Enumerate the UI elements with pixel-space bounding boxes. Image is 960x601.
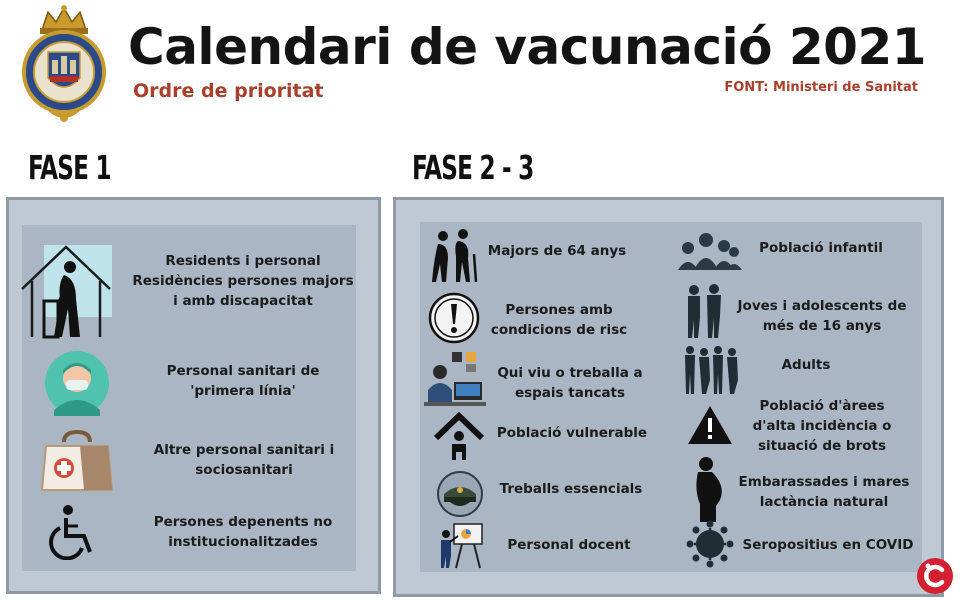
phase1-item-1-text: Residents i personal Residències persones majors i amb discapacitat	[132, 253, 354, 309]
pregnant-woman-icon	[686, 456, 730, 522]
vulnerable-person-icon	[432, 412, 486, 462]
phase23-left-2-text: Persones amb condicions de risc	[490, 302, 628, 338]
elderly-couple-icon	[426, 228, 482, 284]
warning-triangle-icon	[686, 404, 734, 446]
phase23-right-6-text: Seropositius en COVID	[742, 537, 914, 553]
health-worker-icon	[44, 350, 110, 416]
officer-cap-icon	[436, 470, 484, 518]
phase23-left-5-text: Treballs essencials	[499, 481, 643, 497]
adults-icon	[682, 344, 740, 394]
brand-logo-icon	[916, 557, 954, 595]
source-note: FONT: Ministeri de Sanitat	[724, 80, 918, 95]
phase23-right-2-text: Joves i adolescents de més de 16 anys	[737, 298, 907, 334]
virus-icon	[686, 520, 734, 568]
phase23-left-4-text: Població vulnerable	[496, 425, 648, 441]
phase1-heading: FASE 1	[28, 148, 111, 187]
page-title: Calendari de vacunació 2021	[128, 18, 927, 76]
phase23-left-6-text: Personal docent	[507, 537, 631, 553]
phase23-right-5-text: Embarassades i mares lactància natural	[738, 474, 910, 510]
phase23-left-3-text: Qui viu o treballa a espais tancats	[497, 365, 643, 401]
phase23-right-1-text: Població infantil	[759, 240, 883, 256]
office-worker-icon	[422, 350, 488, 408]
phase23-left-1-text: Majors de 64 anys	[487, 243, 627, 259]
phase1-item-3-text: Altre personal sanitari i sociosanitari	[153, 442, 335, 478]
phase1-item-4-text: Persones depenents no institucionalitzades	[153, 514, 333, 550]
phase1-item-2-text: Personal sanitari de 'primera línia'	[166, 363, 320, 399]
phase23-right-4-text: Població d'àrees d'alta incidència o situació de brots	[752, 398, 892, 454]
medical-bag-icon	[40, 430, 114, 492]
children-icon	[676, 230, 742, 272]
wheelchair-icon	[48, 504, 102, 560]
page-subtitle: Ordre de prioritat	[133, 80, 324, 102]
teacher-icon	[436, 520, 486, 570]
phase23-right-3-text: Adults	[781, 357, 831, 373]
phase23-heading: FASE 2 - 3	[412, 148, 534, 187]
house-elderly-icon	[18, 243, 114, 339]
warning-exclamation-icon	[428, 292, 480, 344]
teenagers-icon	[682, 284, 726, 338]
municipal-crest-icon	[18, 4, 110, 126]
